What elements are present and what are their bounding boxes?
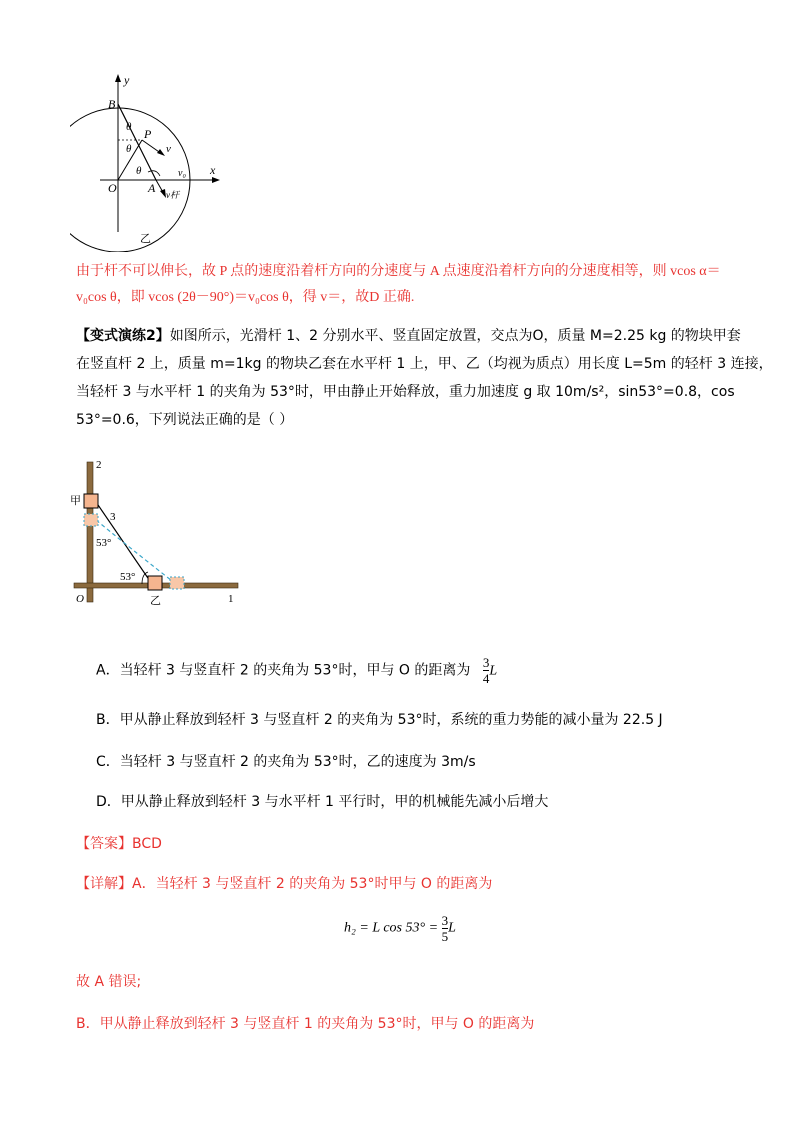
- label-angle-top: 53°: [96, 537, 112, 549]
- caption-yi: 乙: [140, 233, 151, 245]
- option-d: D．甲从静止释放到轻杆 3 与水平杆 1 平行时，甲的机械能先减小后增大: [96, 794, 549, 810]
- block-jia: [84, 494, 98, 508]
- label-v0: v₀: [178, 168, 186, 179]
- label-y: y: [124, 73, 130, 87]
- answer-label: 【答案】: [76, 836, 132, 852]
- problem-line-2: 在竖直杆 2 上，质量 m=1kg 的物块乙套在水平杆 1 上，甲、乙（均视为质点）用长度 L=5m 的轻杆 3 连接，: [76, 356, 773, 372]
- label-angle-bottom: 53°: [120, 571, 136, 583]
- solution-line-1: 由于杆不可以伸长，故 P 点的速度沿着杆方向的分速度与 A 点速度沿着杆方向的分速度相等，则 vcos α＝: [76, 264, 721, 279]
- formula-h2: h₂ = L cos 53° = $\frac{3}{5}$ L: [344, 913, 456, 944]
- solution-line-2: v₀cos θ，即 vcos (2θ－90°)＝v₀cos θ，得 v＝，故D 正确.: [76, 290, 415, 305]
- label-yi: 乙: [150, 595, 161, 606]
- option-c: C．当轻杆 3 与竖直杆 2 的夹角为 53°时，乙的速度为 3m/s: [96, 754, 476, 770]
- label-B: B: [108, 97, 116, 111]
- rod-3-dashed: [96, 520, 176, 584]
- option-a-fraction: $\frac{3}{4}$: [482, 655, 490, 686]
- label-P: P: [144, 127, 152, 141]
- label-x: x: [210, 163, 216, 177]
- svg-text:θ: θ: [126, 143, 132, 155]
- label-v: v: [166, 143, 171, 155]
- label-rod-1: 1: [228, 593, 234, 605]
- problem-line-3: 当轻杆 3 与水平杆 1 的夹角为 53°时，甲由静止开始释放，重力加速度 g 取 10m/s²，sin53°=0.8，cos: [76, 384, 735, 400]
- block-jia-dashed: [84, 514, 98, 526]
- option-a: A．当轻杆 3 与竖直杆 2 的夹角为 53°时，甲与 O 的距离为 $\frac{3}{4}$ L: [96, 655, 498, 686]
- detail-line-b: B．甲从静止释放到轻杆 3 与竖直杆 1 的夹角为 53°时，甲与 O 的距离为: [76, 1016, 535, 1032]
- detail-conclusion-a: 故 A 错误;: [76, 974, 142, 990]
- problem-line-1: 【变式演练2】如图所示，光滑杆 1、2 分别水平、竖直固定放置，交点为O，质量 M=2.25 kg 的物块甲套: [76, 328, 741, 344]
- detail-line-1: 【详解】A．当轻杆 3 与竖直杆 2 的夹角为 53°时甲与 O 的距离为: [76, 876, 493, 892]
- answer-line: [76, 834, 162, 854]
- problem-tag: 【变式演练2】: [76, 328, 170, 344]
- svg-text:θ: θ: [126, 121, 132, 133]
- label-O: O: [108, 181, 117, 195]
- answer-value: BCD: [132, 836, 162, 852]
- figure-circle-diagram: [70, 72, 230, 252]
- label-jia: 甲: [70, 495, 81, 507]
- label-v-gan: v杆: [166, 190, 179, 200]
- block-yi-dashed: [170, 577, 184, 589]
- rod-2-vertical: [87, 462, 93, 602]
- block-yi: [148, 576, 162, 590]
- option-b: B．甲从静止释放到轻杆 3 与竖直杆 2 的夹角为 53°时，系统的重力势能的减小量为 22.5 J: [96, 712, 663, 728]
- label-rod-3: 3: [110, 511, 116, 523]
- figure-rods-diagram: [70, 456, 250, 606]
- svg-text:θ: θ: [136, 165, 142, 177]
- label-origin: O: [76, 593, 84, 605]
- problem-line-4: 53°=0.6，下列说法正确的是（ ）: [76, 412, 294, 428]
- detail-label: 【详解】: [76, 876, 132, 892]
- label-A: A: [148, 181, 156, 195]
- label-rod-2: 2: [96, 459, 102, 471]
